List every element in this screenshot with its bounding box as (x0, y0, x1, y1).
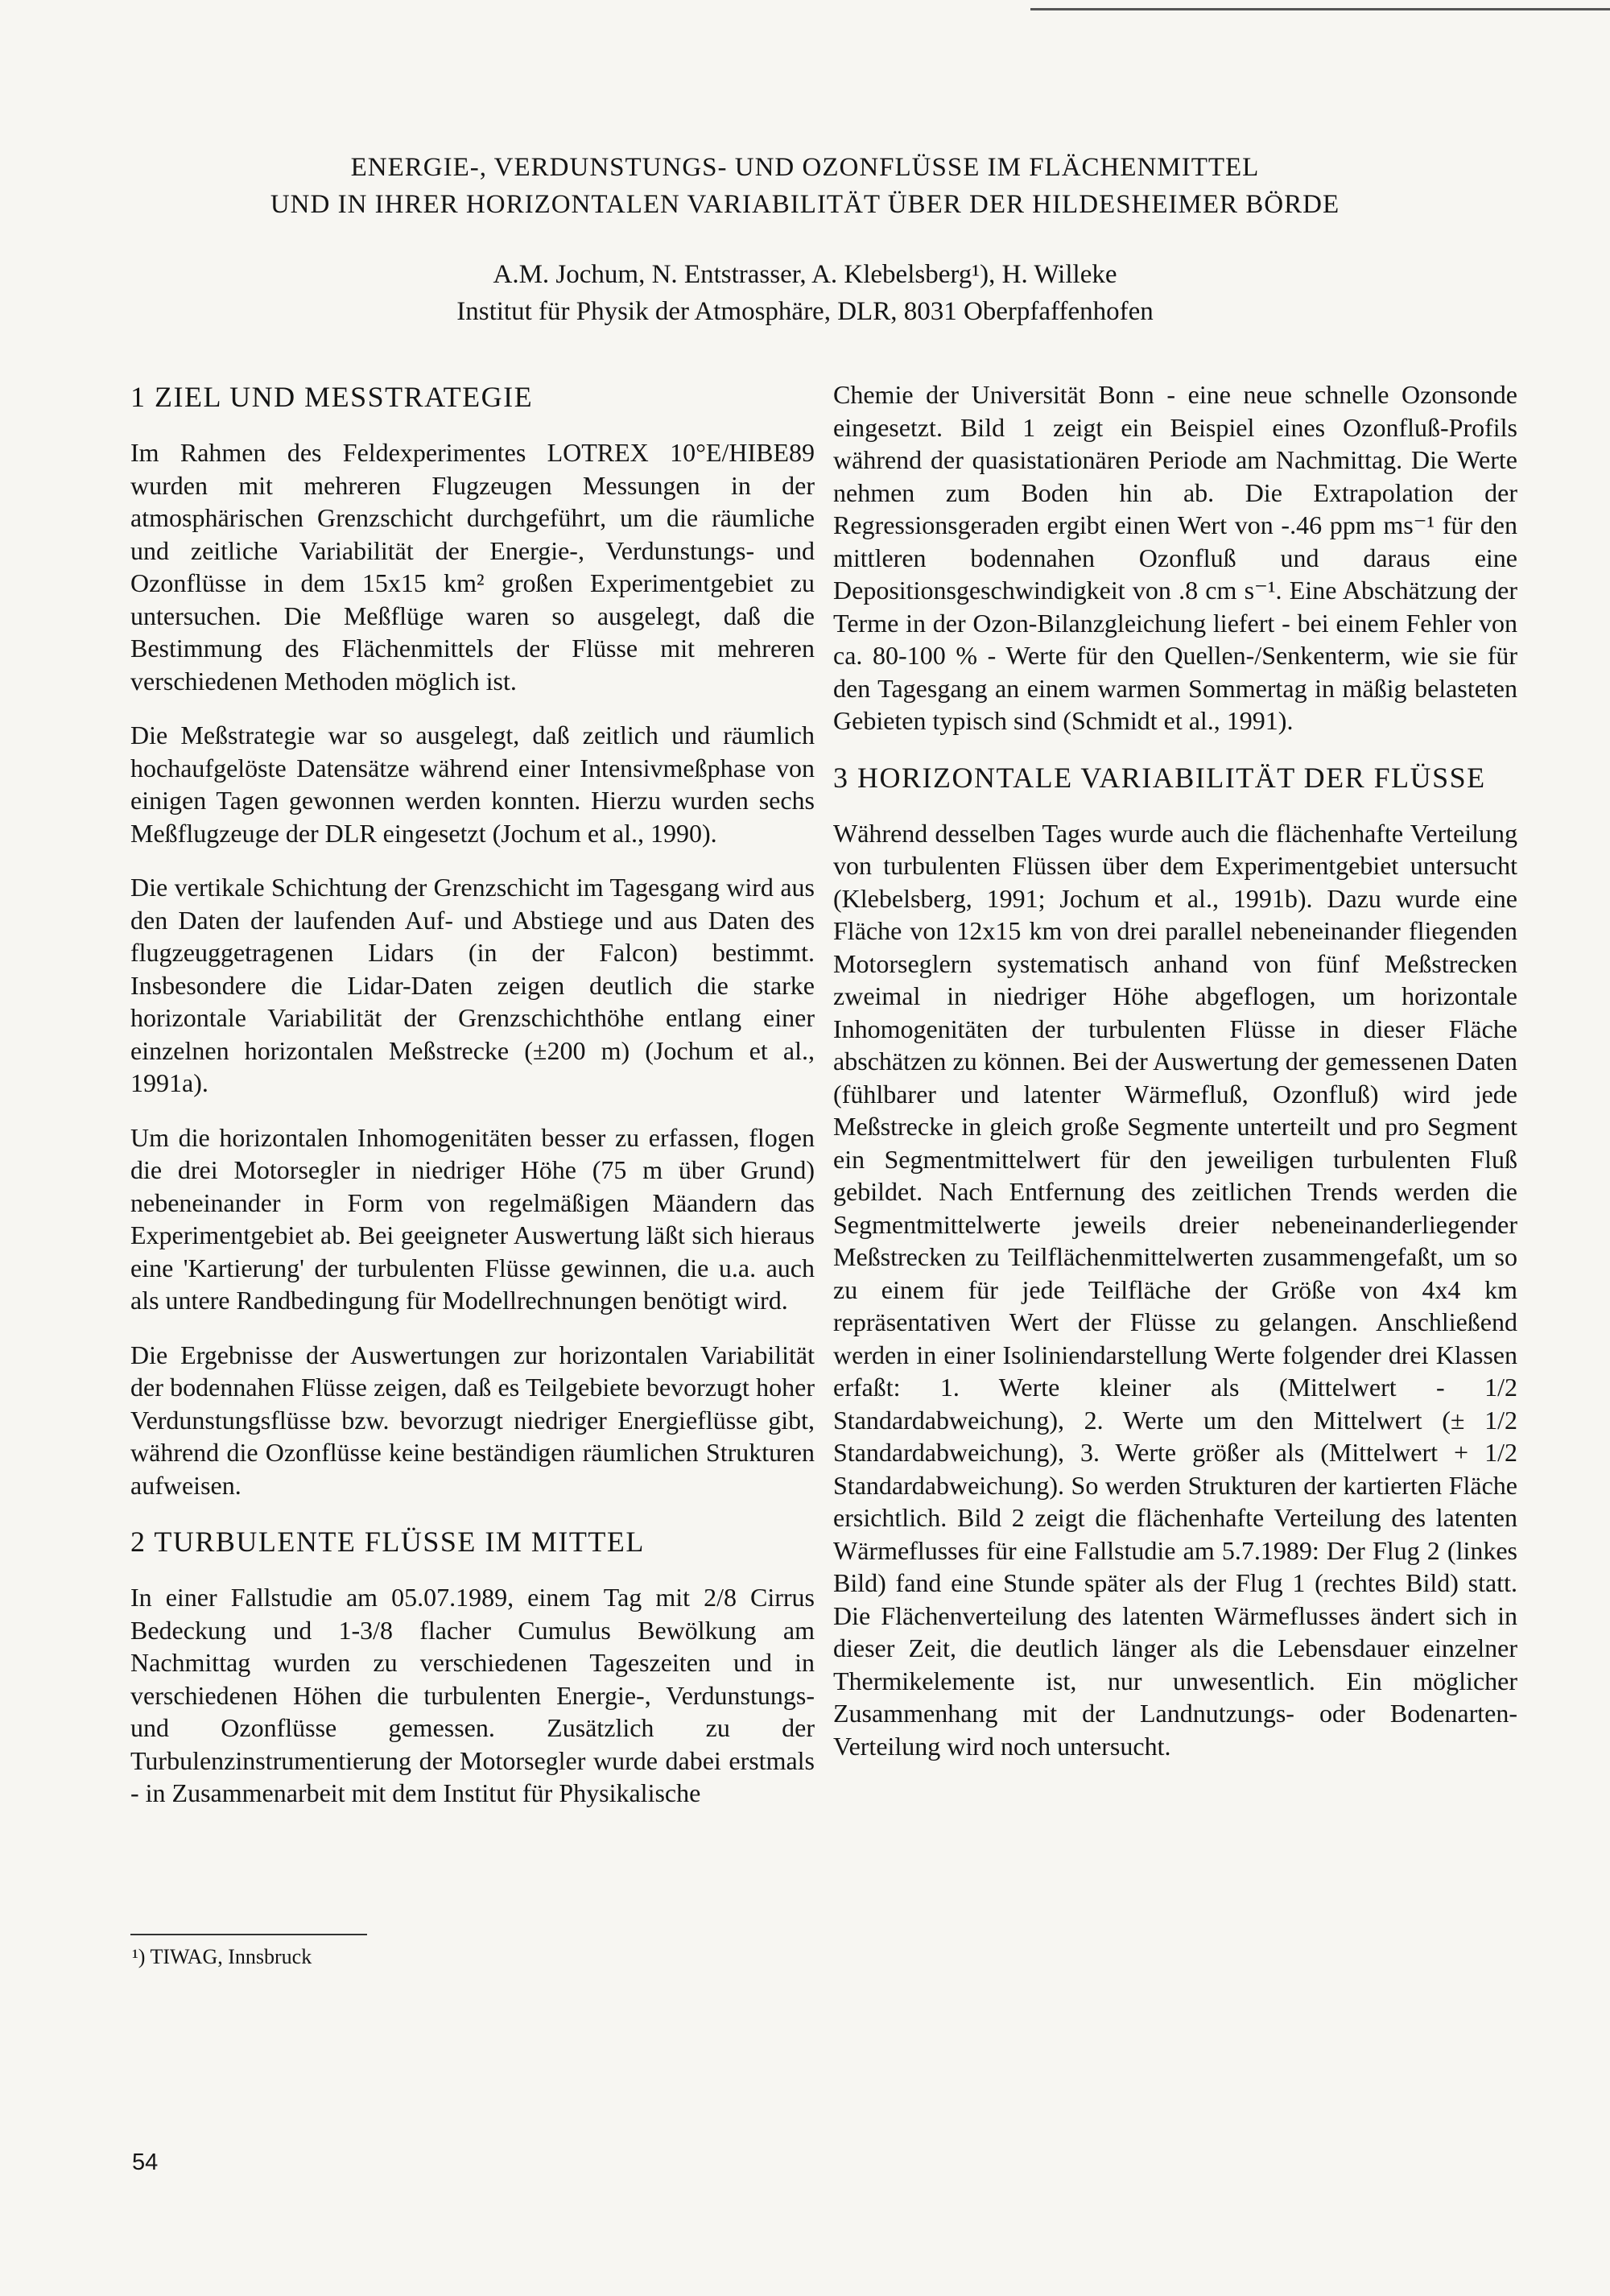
section-1-heading: 1 ZIEL UND MESSTRATEGIE (130, 381, 534, 413)
title-line-2: UND IN IHRER HORIZONTALEN VARIABILITÄT ÜBER DER HILDESHEIMER BÖRDE (270, 190, 1340, 219)
author-block (242, 256, 1368, 330)
institute: Institut für Physik der Atmosphäre, DLR, 8031 Oberpfaffenhofen (456, 297, 1154, 326)
paragraph: Um die horizontalen Inhomogenitäten besser zu erfassen, flogen die drei Motorsegler in niedriger Höhe (75 m über Grund) nebeneinander in Form von regelmäßigen Mäandern das Experimentgebiet ab. Bei geeigneter Auswertung läßt sich hieraus eine 'Kartierung' der turbulenten Flüsse gewinnen, die u.a. auch als untere Randbedingung für Modellrechnungen benötigt wird. (130, 1122, 815, 1315)
section-2-heading: 2 TURBULENTE FLÜSSE IM MITTEL (130, 1526, 645, 1558)
paragraph: Die Ergebnisse der Auswertungen zur horizontalen Variabilität der bodennahen Flüsse zeigen, daß es Teilgebiete bevorzugt hoher Verdunstungsflüsse bzw. bevorzugt niedriger Energieflüsse gibt, während die Ozonflüsse keine beständigen räumlichen Strukturen aufweisen. (130, 1340, 815, 1500)
footnote-rule (130, 1934, 367, 1935)
left-column (130, 378, 815, 1831)
paragraph: Die vertikale Schichtung der Grenzschicht im Tagesgang wird aus den Daten der laufenden Auf- und Abstiege und aus Daten des flugzeuggetragenen Lidars (in der Falcon) bestimmt. Insbesondere die Lidar-Daten zeigen deutlich die starke horizontale Variabilität der Grenzschichthöhe entlang einer einzelnen horizontalen Meßstrecke (±200 m) (Jochum et al., 1991a). (130, 873, 815, 1097)
top-rule (1030, 8, 1610, 10)
footnote: ¹) TIWAG, Innsbruck (132, 1945, 312, 1968)
paper-title (121, 149, 1489, 223)
section-3-heading: 3 HORIZONTALE VARIABILITÄT DER FLÜSSE (833, 761, 1486, 794)
paragraph: Während desselben Tages wurde auch die flächenhafte Verteilung von turbulenten Flüssen über dem Experimentgebiet untersucht (Klebelsberg, 1991; Jochum et al., 1991b). Dazu wurde eine Fläche von 12x15 km von drei parallel nebeneinander fliegenden Motorseglern systematisch anhand von fünf Meßstrecken zweimal in niedriger Höhe abgeflogen, um horizontale Inhomogenitäten der turbulenten Flüsse in dieser Fläche abschätzen zu können. Bei der Auswertung der gemessenen Daten (fühlbarer und latenter Wärmefluß, Ozonfluß) wird jede Meßstrecke in gleich große Segmente unterteilt und pro Segment ein Segmentmittelwert für den jeweiligen turbulenten Fluß gebildet. Nach Entfernung des zeitlichen Trends werden die Segmentmittelwerte jeweils dreier nebeneinanderliegender Meßstrecken zu Teilflächenmittelwerten zusammengefaßt, um so zu einem für jede Teilfläche der Größe von 4x4 km repräsentativen Wert der Flüsse zu gelangen. Anschließend werden in einer Isoliniendarstellung Werte folgender drei Klassen erfaßt: 1. Werte kleiner als (Mittelwert - 1/2 Standardabweichung), 2. Werte um den Mittelwert (± 1/2 Standardabweichung), 3. Werte größer als (Mittelwert + 1/2 Standardabweichung). So werden Strukturen der kartierten Fläche ersichtlich. Bild 2 zeigt die flächenhafte Verteilung des latenten Wärmeflusses für eine Fallstudie am 5.7.1989: Der Flug 2 (linkes Bild) fand eine Stunde später als der Flug 1 (rechtes Bild) statt. Die Flächenverteilung des latenten Wärmeflusses ändert sich in dieser Zeit, die deutlich länger als die Lebensdauer einzelner Thermikelemente ist, nur unwesentlich. Ein möglicher Zusammenhang mit der Landnutzungs- oder Bodenarten-Verteilung wird noch untersucht. (833, 818, 1517, 1761)
paragraph: Chemie der Universität Bonn - eine neue schnelle Ozonsonde eingesetzt. Bild 1 zeigt ein Beispiel eines Ozonfluß-Profils während der quasistationären Periode am Nachmittag. Die Werte nehmen zum Boden hin ab. Die Extrapolation der Regressionsgeraden ergibt einen Wert von -.46 ppm ms⁻¹ für den mittleren bodennahen Ozonfluß und daraus eine Depositionsgeschwindigkeit von .8 cm s⁻¹. Eine Abschätzung der Terme in der Ozon-Bilanzgleichung liefert - bei einem Fehler von ca. 80-100 % - Werte für den Quellen-/Senkenterm, wie sie für den Tagesgang an einem warmen Sommertag in mäßig belasteten Gebieten typisch sind (Schmidt et al., 1991). (833, 380, 1517, 735)
title-line-1: ENERGIE-, VERDUNSTUNGS- UND OZONFLÜSSE IM FLÄCHENMITTEL (350, 153, 1260, 182)
right-column (833, 378, 1517, 1784)
authors: A.M. Jochum, N. Entstrasser, A. Klebelsberg¹), H. Willeke (493, 260, 1117, 289)
paragraph: Die Meßstrategie war so ausgelegt, daß zeitlich und räumlich hochaufgelöste Datensätze während einer Intensivmeßphase von einigen Tagen gewonnen werden konnten. Hierzu wurden sechs Meßflugzeuge der DLR eingesetzt (Jochum et al., 1990). (130, 721, 815, 848)
paragraph: Im Rahmen des Feldexperimentes LOTREX 10°E/HIBE89 wurden mit mehreren Flugzeugen Messungen in der atmosphärischen Grenzschicht durchgeführt, um die räumliche und zeitliche Variabilität der Energie-, Verdunstungs- und Ozonflüsse in dem 15x15 km² großen Experimentgebiet zu untersuchen. Die Meßflüge waren so ausgelegt, daß die Bestimmung des Flächenmittels der Flüsse mit mehreren verschiedenen Methoden möglich ist. (130, 438, 815, 696)
paragraph: In einer Fallstudie am 05.07.1989, einem Tag mit 2/8 Cirrus Bedeckung und 1-3/8 flacher Cumulus Bewölkung am Nachmittag wurden zu verschiedenen Tageszeiten und in verschiedenen Höhen die turbulenten Energie-, Verdunstungs- und Ozonflüsse gemessen. Zusätzlich zu der Turbulenzinstrumentierung der Motorsegler wurde dabei erstmals - in Zusammenarbeit mit dem Institut für Physikalische (130, 1583, 815, 1807)
page-number: 54 (132, 2149, 159, 2175)
